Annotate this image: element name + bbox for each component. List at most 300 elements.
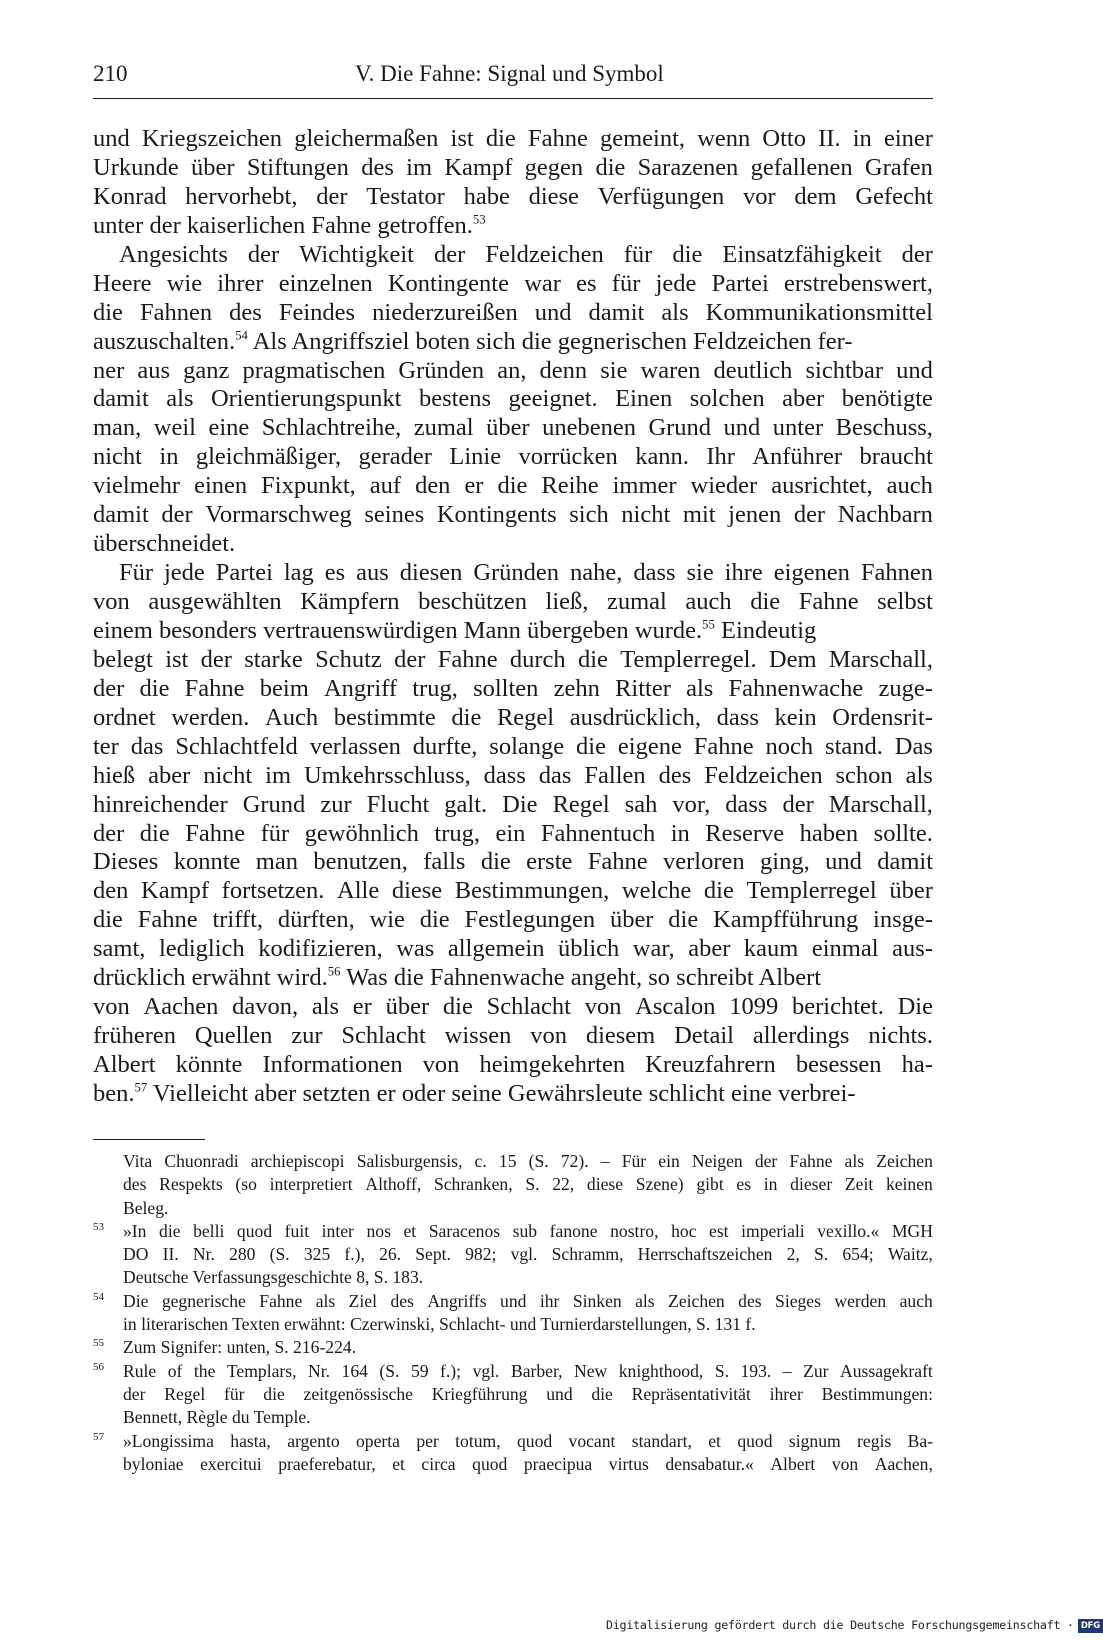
word: das <box>538 761 572 789</box>
word: 59 <box>410 1360 429 1381</box>
word: zehn <box>553 674 600 702</box>
word: vorrücken <box>518 443 618 471</box>
word: durfte, <box>412 732 478 760</box>
word: byloniae <box>123 1453 184 1474</box>
word: Feindes <box>278 298 356 326</box>
word: Einen <box>615 385 673 413</box>
word: Partei <box>215 559 273 587</box>
word: Stiftungen <box>246 153 349 181</box>
word: Schlachtfeld <box>175 732 298 760</box>
word: der <box>434 240 466 268</box>
word: von <box>831 1453 859 1474</box>
word: Grund <box>242 790 306 818</box>
word: 22, <box>552 1174 575 1195</box>
word: üblich <box>558 935 620 963</box>
word: die <box>263 1383 285 1404</box>
word: einzelnen <box>278 269 373 297</box>
word: allgemein <box>447 935 545 963</box>
word: galt. <box>444 790 488 818</box>
header-rule <box>93 98 933 99</box>
word: diese <box>528 182 579 210</box>
footnote-rule <box>93 1139 205 1140</box>
word: regis <box>857 1430 892 1451</box>
footnote-line <box>93 1453 933 1476</box>
word: in <box>763 1174 778 1195</box>
word: Kriegszeichen <box>141 125 283 152</box>
word: unter <box>772 414 824 442</box>
running-title: V. Die Fahne: Signal und Symbol <box>355 61 664 86</box>
text-line <box>93 443 933 472</box>
word: die <box>672 240 703 268</box>
word: gewöhnlich <box>304 819 419 847</box>
word: zuge- <box>878 674 933 702</box>
word: aus <box>356 559 389 587</box>
word: Beschuss, <box>835 414 933 442</box>
word: 72). <box>560 1151 589 1171</box>
word: die <box>139 819 170 847</box>
word: und <box>534 298 572 326</box>
word: Quellen <box>194 1022 273 1050</box>
word: Grafen <box>864 153 933 181</box>
word: eigene <box>617 732 682 760</box>
word: als <box>661 298 689 326</box>
word: in <box>852 125 872 152</box>
word: quod <box>516 1430 553 1451</box>
word: als <box>686 674 714 702</box>
word: die <box>576 732 606 760</box>
word: damit <box>93 501 149 529</box>
word: diesen <box>399 559 463 587</box>
word: lag <box>283 559 314 587</box>
word: Sieges <box>775 1290 821 1311</box>
word: et <box>403 1220 417 1241</box>
word: ihre <box>724 559 763 587</box>
word: von <box>422 1051 460 1078</box>
word: 26. <box>379 1244 402 1265</box>
word: der <box>161 501 193 529</box>
word: Angriff <box>323 674 398 702</box>
word: nahe, <box>570 559 623 587</box>
word: Ziel <box>348 1290 378 1311</box>
word: »Longissima <box>123 1430 214 1451</box>
word: ist <box>450 125 474 152</box>
word: von <box>584 993 622 1021</box>
word: wie <box>166 269 203 297</box>
text-line <box>93 877 933 906</box>
word: Albert <box>93 1051 156 1078</box>
text-line <box>93 848 933 877</box>
word: deutlich <box>713 356 793 384</box>
word: der <box>793 501 826 529</box>
word: pragmatischen <box>242 356 386 384</box>
word: praecipua <box>523 1453 593 1474</box>
text-line <box>93 183 933 212</box>
word: vocant <box>568 1430 616 1451</box>
word: ihrer <box>769 1383 803 1404</box>
word: Reihe <box>541 472 599 500</box>
word: Gründen <box>398 356 485 384</box>
word: Ascalon <box>635 993 716 1021</box>
word: Schlacht <box>486 993 571 1021</box>
word: die <box>497 472 528 500</box>
word: bestimmte <box>333 703 436 731</box>
word: haben <box>799 819 859 847</box>
word: Angesichts <box>119 240 228 268</box>
word: Vita <box>123 1151 153 1171</box>
word: jede <box>164 559 205 587</box>
word: et <box>392 1453 405 1474</box>
word: Marschall, <box>828 645 933 673</box>
text-line <box>93 762 933 791</box>
word: Fahne <box>437 645 498 673</box>
word: zumal <box>606 588 667 615</box>
main-text <box>93 125 933 1109</box>
word: praeferebatur, <box>278 1453 376 1474</box>
word: was <box>396 935 435 963</box>
digitization-credit-text: Digitalisierung gefördert durch die Deutsche Forschungsgemeinschaft · <box>606 1618 1074 1632</box>
footnote-line: in literarischen Texten erwähnt: Czerwinski, Schlacht- und Turnierdarstellungen, S. 131 f. <box>123 1314 756 1335</box>
footnote-line <box>93 1430 933 1453</box>
word: weil <box>153 414 196 442</box>
word: jenen <box>728 501 782 529</box>
word: the <box>193 1360 216 1381</box>
word: Templars, <box>226 1360 297 1381</box>
footnote-line: Deutsche Verfassungsgeschichte 8, S. 183. <box>123 1267 424 1288</box>
word: nicht <box>621 501 671 529</box>
word: Fallen <box>584 761 646 789</box>
word: die <box>485 125 516 152</box>
word: knighthood, <box>618 1360 704 1381</box>
footnote-ref: 56 <box>327 964 341 979</box>
word: Vormarschweg <box>205 501 352 529</box>
text-line: auszuschalten.$^{54}$ Als Angriffsziel boten sich die gegnerischen Feldzeichen fer- <box>93 327 853 355</box>
word: fuit <box>284 1220 310 1241</box>
word: beschützen <box>418 588 527 615</box>
word: die <box>419 906 450 934</box>
footnote-ref: 57 <box>134 1080 148 1095</box>
word: immer <box>612 472 677 500</box>
word: Kampfführung <box>713 906 859 934</box>
word: gefallenen <box>750 153 853 181</box>
word: f.), <box>344 1244 365 1265</box>
word: des <box>229 298 262 326</box>
word: ging, <box>760 848 810 876</box>
word: Linie <box>449 443 502 471</box>
word: keinen <box>885 1174 933 1195</box>
word: hinreichender <box>93 790 228 818</box>
word: Nr. <box>192 1244 215 1265</box>
word: dem <box>794 182 837 210</box>
word: gleichmäßiger, <box>195 443 342 471</box>
word: vor <box>742 182 776 210</box>
word: 280 <box>229 1244 256 1265</box>
word: diese <box>391 877 443 905</box>
word: inter <box>321 1220 354 1241</box>
word: fanone <box>549 1220 598 1241</box>
word: Anführer <box>752 443 843 471</box>
word: Fahne <box>259 1290 303 1311</box>
word: die <box>577 645 608 673</box>
word: seines <box>364 501 425 529</box>
text-line: einem besonders vertrauenswürdigen Mann übergeben wurde.$^{55}$ Eindeutig <box>93 616 817 644</box>
text-line <box>93 1051 933 1080</box>
word: auch <box>685 588 732 615</box>
text-line <box>93 791 933 820</box>
word: Nr. <box>308 1360 331 1381</box>
word: hervorhebt, <box>185 182 298 210</box>
word: damit <box>588 298 645 326</box>
word: Chuonradi <box>164 1151 239 1171</box>
word: Festlegungen <box>464 906 596 934</box>
word: nicht <box>203 761 253 789</box>
word: zumal <box>413 414 474 442</box>
footnote-line <box>93 1360 933 1383</box>
word: gegen <box>524 153 584 181</box>
word: Die <box>123 1290 149 1311</box>
word: stand. <box>825 732 883 760</box>
text-line <box>93 472 933 501</box>
word: heimgekehrten <box>479 1051 626 1078</box>
word: geeignet. <box>508 385 598 413</box>
word: Respekts <box>159 1174 223 1195</box>
word: standart, <box>631 1430 692 1451</box>
word: über <box>191 153 235 181</box>
word: eigenen <box>773 559 850 587</box>
word: DO <box>123 1244 149 1265</box>
word: Kontingents <box>436 501 557 529</box>
word: belegt <box>93 645 153 673</box>
word: früheren <box>93 1022 176 1050</box>
word: Fahnentuch <box>540 819 656 847</box>
word: densabatur.« <box>665 1453 754 1474</box>
word: Feldzeichen <box>485 240 604 268</box>
word: Dem <box>768 645 817 673</box>
word: imperiali <box>741 1220 805 1241</box>
word: allerdings <box>752 1022 850 1050</box>
word: solange <box>489 732 565 760</box>
word: Marschall, <box>828 790 933 818</box>
word: Wichtigkeit <box>299 240 414 268</box>
word: quod <box>472 1453 508 1474</box>
word: Alle <box>337 877 380 905</box>
word: of <box>167 1360 183 1381</box>
footnote-ref: 55 <box>702 617 715 632</box>
word: per <box>416 1430 439 1451</box>
word: der <box>901 240 933 268</box>
word: c. <box>474 1151 487 1171</box>
word: aber <box>782 385 825 413</box>
word: et <box>708 1430 721 1451</box>
word: Testator <box>366 182 445 210</box>
word: der <box>316 182 348 210</box>
word: circa <box>421 1453 456 1474</box>
word: – <box>782 1360 792 1381</box>
word: Die <box>502 790 538 818</box>
word: Reserve <box>705 819 785 847</box>
word: die <box>93 298 123 326</box>
word: 2, <box>786 1244 800 1265</box>
word: man, <box>93 414 142 442</box>
word: mit <box>682 501 716 529</box>
word: für <box>224 1383 245 1404</box>
text-line <box>93 501 933 530</box>
word: ausgewählten <box>148 588 282 615</box>
word: (S. <box>528 1151 549 1171</box>
word: dass <box>725 790 768 818</box>
word: als <box>905 761 933 789</box>
word: Fahnen <box>860 559 933 587</box>
word: – <box>600 1151 610 1171</box>
text-line: drücklich erwähnt wird.$^{56}$ Was die Fahnenwache angeht, so schreibt Albert <box>93 964 822 992</box>
word: benötigte <box>841 385 933 413</box>
word: man <box>255 848 298 876</box>
footnote-line: 55 Zum Signifer: unten, S. 216-224. <box>93 1336 933 1359</box>
word: über <box>609 906 654 934</box>
word: über <box>385 993 430 1021</box>
word: Fahne <box>137 906 198 934</box>
word: des <box>123 1174 147 1195</box>
word: Fahne <box>789 1151 833 1171</box>
word: die <box>668 906 699 934</box>
word: der <box>754 1151 778 1171</box>
word: totum, <box>455 1430 501 1451</box>
word: Sinken <box>572 1290 622 1311</box>
dfg-logo: DFG <box>1078 1619 1103 1633</box>
word: Kontingente <box>387 269 509 297</box>
word: Kampf <box>141 877 210 905</box>
word: die <box>93 906 123 934</box>
word: in <box>670 819 690 847</box>
word: Ihr <box>706 443 735 471</box>
word: Grund <box>648 414 712 442</box>
word: besessen <box>795 1051 882 1078</box>
word: sie <box>686 559 714 587</box>
footnote-line <box>93 1150 933 1173</box>
word: ein <box>495 819 526 847</box>
word: Aussagekraft <box>840 1360 933 1381</box>
word: starke <box>244 645 303 673</box>
footnote-line <box>93 1173 933 1196</box>
word: bestens <box>418 385 492 413</box>
word: eine <box>208 414 250 442</box>
word: ganz <box>183 356 230 384</box>
word: die <box>595 153 626 181</box>
word: Barber, <box>510 1360 563 1381</box>
word: gegnerische <box>161 1290 246 1311</box>
word: nos <box>366 1220 391 1241</box>
word: für <box>260 819 290 847</box>
word: unebenen <box>542 414 636 442</box>
word: trifft, <box>212 906 264 934</box>
word: Schlacht <box>341 1022 426 1050</box>
word: und <box>93 125 130 152</box>
word: Fixpunkt, <box>261 472 356 500</box>
word: ausdrücklich, <box>569 703 702 731</box>
word: archiepiscopi <box>250 1151 345 1171</box>
word: Auch <box>265 703 319 731</box>
word: das <box>130 732 164 760</box>
word: Regel <box>552 790 610 818</box>
word: Ordensrit- <box>832 703 933 731</box>
word: die <box>442 993 473 1021</box>
word: Salisburgensis, <box>356 1151 463 1171</box>
page-number: 210 <box>93 61 128 86</box>
word: II. <box>818 125 841 152</box>
word: Zur <box>803 1360 829 1381</box>
word: Zeichen <box>876 1151 933 1171</box>
word: er <box>464 472 484 500</box>
word: Bestimmungen: <box>821 1383 933 1404</box>
word: Für <box>119 559 154 587</box>
word: zeitgenössische <box>303 1383 413 1404</box>
word: und <box>546 1383 573 1404</box>
word: niederzureißen <box>372 298 518 326</box>
word: es <box>324 559 346 587</box>
text-line <box>93 675 933 704</box>
word: erste <box>526 848 573 876</box>
word: von <box>93 588 130 615</box>
word: ordnet <box>93 703 156 731</box>
word: Feldzeichen <box>704 761 823 789</box>
word: Detail <box>674 1022 734 1050</box>
word: Rule <box>123 1360 157 1381</box>
word: von <box>93 993 130 1021</box>
text-line <box>93 385 933 414</box>
word: die <box>139 674 170 702</box>
word: die <box>703 877 734 905</box>
word: der <box>782 790 814 818</box>
word: war <box>524 269 561 297</box>
word: vielmehr <box>93 472 181 500</box>
word: es <box>576 269 597 297</box>
word: der <box>394 645 426 673</box>
word: interpretiert <box>269 1174 353 1195</box>
word: vexillo.« <box>817 1220 880 1241</box>
word: auch <box>886 472 933 500</box>
word: 654; <box>842 1244 874 1265</box>
footnote-number: 54 <box>93 1290 104 1303</box>
word: damit <box>93 385 149 413</box>
text-line <box>93 588 933 617</box>
word: Templerregel <box>746 877 877 905</box>
word: Schlachtreihe, <box>261 414 402 442</box>
word: an, <box>497 356 527 384</box>
text-line <box>93 646 933 675</box>
word: Neigen <box>691 1151 743 1171</box>
word: lediglich <box>158 935 245 963</box>
word: gerader <box>358 443 432 471</box>
word: braucht <box>859 443 933 471</box>
word: S. <box>525 1174 540 1195</box>
word: ausrichtet, <box>771 472 873 500</box>
word: Althoff, <box>365 1174 422 1195</box>
word: konnte <box>173 848 241 876</box>
word: die <box>159 1220 181 1241</box>
word: Fahne <box>693 732 754 760</box>
word: erstrebenswert, <box>784 269 933 297</box>
word: Otto <box>762 125 806 152</box>
word: exercitui <box>200 1453 262 1474</box>
word: vgl. <box>510 1244 538 1265</box>
word: Für <box>621 1151 647 1171</box>
word: davon, <box>232 993 299 1021</box>
word: von <box>530 1022 567 1050</box>
word: S. <box>814 1244 829 1265</box>
word: aber <box>148 761 191 789</box>
word: gemeint, <box>599 125 686 152</box>
text-line <box>93 154 933 183</box>
word: sichtbar <box>805 356 884 384</box>
